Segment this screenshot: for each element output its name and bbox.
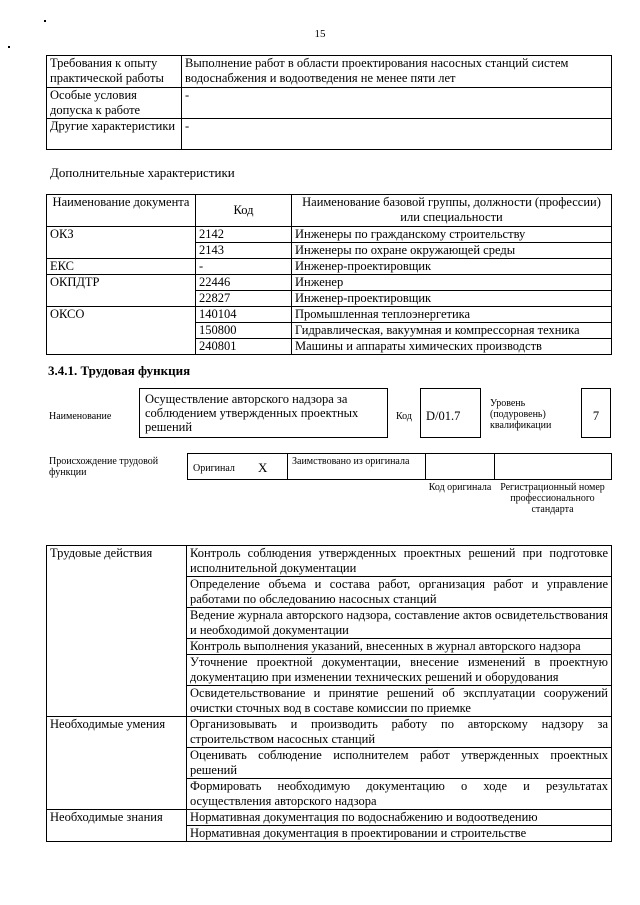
- section-title: 3.4.1. Трудовая функция: [48, 363, 191, 378]
- requirements-table: [46, 55, 612, 150]
- group-name-cell: Машины и аппараты химических производств: [292, 339, 612, 355]
- origin-reg-box: [494, 453, 612, 480]
- table-row: [47, 810, 612, 826]
- original-label: Оригинал: [193, 463, 235, 474]
- knowledge-item: Нормативная документация по водоснабжению и водоотведению: [187, 810, 612, 826]
- requirement-value: -: [182, 88, 612, 119]
- duties-table: [46, 545, 612, 842]
- requirement-label: Другие характеристики: [47, 119, 182, 150]
- table-row: [47, 275, 612, 291]
- code-cell: 22827: [196, 291, 292, 307]
- doc-name-cell: ОКПДТР: [47, 275, 196, 307]
- code-cell: 240801: [196, 339, 292, 355]
- additional-title: Дополнительные характеристики: [50, 165, 235, 180]
- duties-label: Трудовые действия: [47, 546, 187, 717]
- code-cell: 150800: [196, 323, 292, 339]
- doc-name-cell: ЕКС: [47, 259, 196, 275]
- origin-code-box: [425, 453, 495, 480]
- duty-item: Освидетельствование и принятие решений об эксплуатации сооружений очистки сточных вод в составе комиссии по приемке: [187, 686, 612, 717]
- group-name-cell: Инженеры по охране окружающей среды: [292, 243, 612, 259]
- group-name-cell: Гидравлическая, вакуумная и компрессорная техника: [292, 323, 612, 339]
- group-name-cell: Инженер-проектировщик: [292, 259, 612, 275]
- skill-item: Организовывать и производить работу по авторскому надзору за строительством насосных станций: [187, 717, 612, 748]
- table-row: [47, 307, 612, 323]
- origin-label: Происхождение трудовой функции: [49, 456, 159, 478]
- additional-characteristics-table: [46, 194, 612, 355]
- code-cell: -: [196, 259, 292, 275]
- doc-name-cell: ОКСО: [47, 307, 196, 355]
- requirement-value: -: [182, 119, 612, 150]
- header-doc-name: Наименование документа: [47, 195, 196, 227]
- group-name-cell: Инженеры по гражданскому строительству: [292, 227, 612, 243]
- table-row: [47, 546, 612, 577]
- original-mark: X: [258, 460, 268, 475]
- requirement-value: Выполнение работ в области проектирования насосных станций систем водоснабжения и водоотведения не менее пяти лет: [182, 56, 612, 88]
- table-header-row: [47, 195, 612, 227]
- table-row: [47, 259, 612, 275]
- origin-original-box: [187, 453, 288, 480]
- code-cell: 140104: [196, 307, 292, 323]
- function-level-box: [581, 388, 611, 438]
- group-name-cell: Инженер-проектировщик: [292, 291, 612, 307]
- borrowed-label: Заимствовано из оригинала: [292, 456, 410, 467]
- header-code: Код: [196, 195, 292, 227]
- duty-item: Контроль соблюдения утвержденных проектных решений при подготовке исполнительной документации: [187, 546, 612, 577]
- origin-borrowed-box: [287, 453, 426, 480]
- table-row: [47, 717, 612, 748]
- scan-mark-dot: [8, 46, 10, 48]
- skills-label: Необходимые умения: [47, 717, 187, 810]
- duty-item: Контроль выполнения указаний, внесенных в журнал авторского надзора: [187, 639, 612, 655]
- page-number: 15: [314, 28, 326, 40]
- origin-code-caption: Код оригинала: [428, 482, 492, 493]
- table-row: [47, 56, 612, 88]
- header-group-name: Наименование базовой группы, должности (профессии) или специальности: [292, 195, 612, 227]
- function-level-value: 7: [592, 409, 600, 423]
- function-code-label: Код: [396, 411, 412, 422]
- duty-item: Ведение журнала авторского надзора, составление актов освидетельствования и необходимой документации: [187, 608, 612, 639]
- requirement-label: Особые условия допуска к работе: [47, 88, 182, 119]
- doc-name-cell: ОКЗ: [47, 227, 196, 259]
- requirement-label: Требования к опыту практической работы: [47, 56, 182, 88]
- code-cell: 2143: [196, 243, 292, 259]
- group-name-cell: Инженер: [292, 275, 612, 291]
- code-cell: 22446: [196, 275, 292, 291]
- function-code-value: D/01.7: [426, 409, 461, 423]
- code-cell: 2142: [196, 227, 292, 243]
- function-name-label: Наименование: [49, 411, 112, 422]
- function-name-value: Осуществление авторского надзора за соблюдением утвержденных проектных решений: [145, 392, 359, 434]
- knowledge-label: Необходимые знания: [47, 810, 187, 842]
- function-code-box: [420, 388, 481, 438]
- scan-mark-dot: [44, 20, 46, 22]
- knowledge-item: Нормативная документация в проектировании и строительстве: [187, 826, 612, 842]
- group-name-cell: Промышленная теплоэнергетика: [292, 307, 612, 323]
- origin-reg-caption: Регистрационный номер профессионального стандарта: [500, 482, 605, 515]
- table-row: [47, 88, 612, 119]
- duty-item: Определение объема и состава работ, организация работ и управление работами по обследованию насосных станций: [187, 577, 612, 608]
- table-row: [47, 227, 612, 243]
- duty-item: Уточнение проектной документации, внесение изменений в проектную документацию при изменении технических решений и оборудования: [187, 655, 612, 686]
- skill-item: Оценивать соблюдение исполнителем работ утвержденных проектных решений: [187, 748, 612, 779]
- table-row: [47, 119, 612, 150]
- function-level-label: Уровень (подуровень) квалификации: [490, 398, 552, 431]
- function-name-box: [139, 388, 388, 438]
- skill-item: Формировать необходимую документацию о ходе и результатах осуществления авторского надзора: [187, 779, 612, 810]
